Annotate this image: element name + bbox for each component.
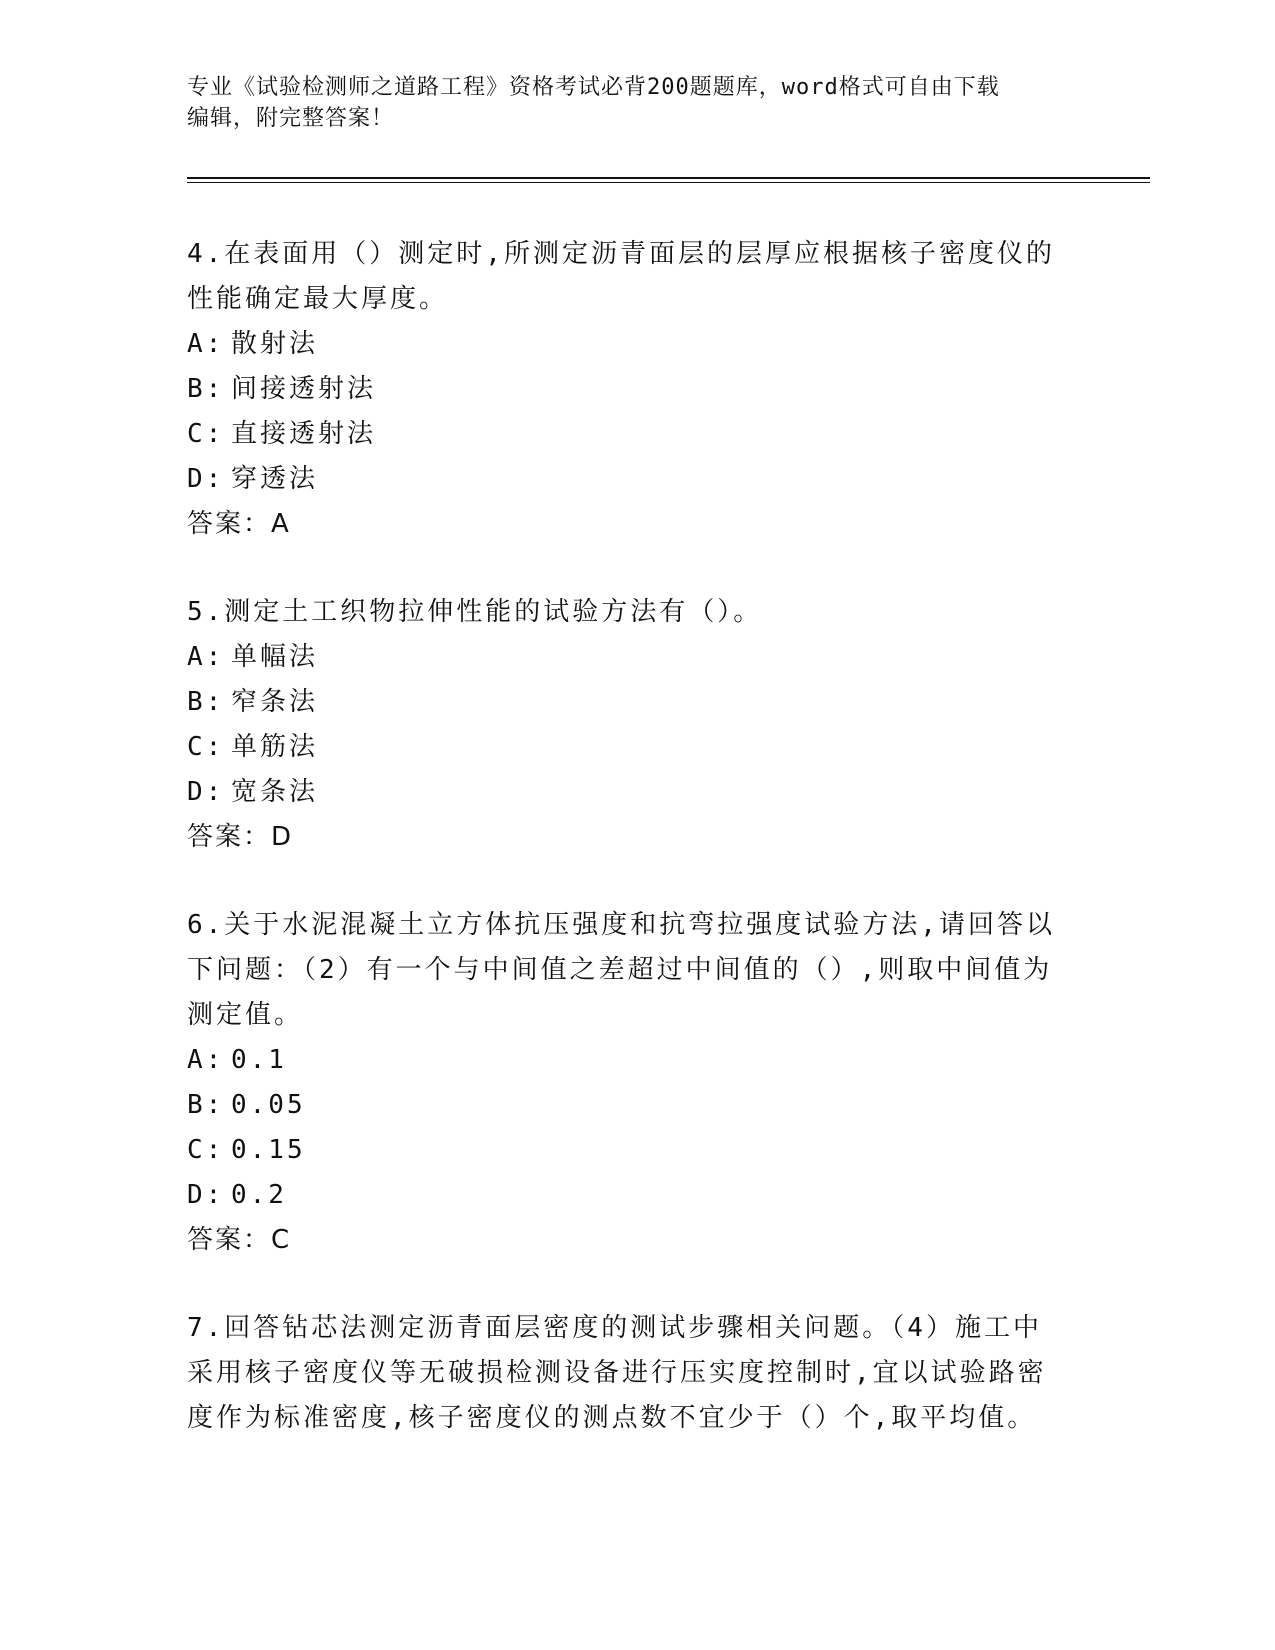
option-d bbox=[187, 770, 1067, 815]
header-line-1: 专业《试验检测师之道路工程》资格考试必背200题题库，word格式可自由下载 bbox=[187, 75, 1000, 100]
option-text: 0.2 bbox=[231, 1180, 287, 1210]
option-letter: A: bbox=[187, 1045, 225, 1075]
option-b bbox=[187, 680, 1067, 725]
option-c bbox=[187, 412, 1067, 457]
option-text: 散射法 bbox=[231, 329, 319, 359]
option-letter: A: bbox=[187, 642, 225, 672]
option-text: 单幅法 bbox=[231, 642, 319, 672]
option-letter: B: bbox=[187, 374, 225, 404]
option-text: 间接透射法 bbox=[231, 374, 377, 404]
option-a bbox=[187, 635, 1067, 680]
option-letter: B: bbox=[187, 687, 225, 717]
option-text: 直接透射法 bbox=[231, 419, 377, 449]
header-divider-thick bbox=[187, 177, 1150, 179]
option-letter: D: bbox=[187, 1180, 225, 1210]
answer-line: 答案：C bbox=[187, 1225, 292, 1255]
option-text: 窄条法 bbox=[231, 687, 319, 717]
option-a bbox=[187, 1038, 1067, 1083]
question-stem: 5.测定土工织物拉伸性能的试验方法有（）。 bbox=[187, 597, 763, 627]
option-b bbox=[187, 1083, 1067, 1128]
document-header bbox=[187, 72, 1067, 134]
option-letter: B: bbox=[187, 1090, 225, 1120]
question-5 bbox=[187, 590, 1067, 860]
option-text: 单筋法 bbox=[231, 732, 319, 762]
option-text: 0.15 bbox=[231, 1135, 306, 1165]
answer-line: 答案：D bbox=[187, 822, 294, 852]
option-letter: D: bbox=[187, 777, 225, 807]
option-text: 0.1 bbox=[231, 1045, 287, 1075]
answer-line: 答案：A bbox=[187, 509, 291, 539]
question-stem: 6.关于水泥混凝土立方体抗压强度和抗弯拉强度试验方法,请回答以下问题：（2）有一个与中间值之差超过中间值的（）,则取中间值为测定值。 bbox=[187, 910, 1055, 1030]
option-text: 宽条法 bbox=[231, 777, 319, 807]
option-letter: C: bbox=[187, 419, 225, 449]
question-stem: 7.回答钻芯法测定沥青面层密度的测试步骤相关问题。（4）施工中采用核子密度仪等无破损检测设备进行压实度控制时,宜以试验路密度作为标准密度,核子密度仪的测点数不宜少于（）个,取平均值。 bbox=[187, 1313, 1047, 1433]
option-text: 穿透法 bbox=[231, 464, 319, 494]
option-b bbox=[187, 367, 1067, 412]
question-4 bbox=[187, 232, 1067, 547]
header-divider-thin bbox=[187, 182, 1150, 183]
option-letter: D: bbox=[187, 464, 225, 494]
option-letter: A: bbox=[187, 329, 225, 359]
question-7 bbox=[187, 1306, 1067, 1441]
option-d bbox=[187, 1173, 1067, 1218]
option-text: 0.05 bbox=[231, 1090, 306, 1120]
header-line-2: 编辑，附完整答案！ bbox=[187, 106, 395, 131]
question-list bbox=[187, 232, 1067, 1484]
option-c bbox=[187, 725, 1067, 770]
option-letter: C: bbox=[187, 732, 225, 762]
option-a bbox=[187, 322, 1067, 367]
question-6 bbox=[187, 903, 1067, 1263]
option-letter: C: bbox=[187, 1135, 225, 1165]
option-c bbox=[187, 1128, 1067, 1173]
option-d bbox=[187, 457, 1067, 502]
question-stem: 4.在表面用（）测定时,所测定沥青面层的层厚应根据核子密度仪的性能确定最大厚度。 bbox=[187, 239, 1055, 314]
